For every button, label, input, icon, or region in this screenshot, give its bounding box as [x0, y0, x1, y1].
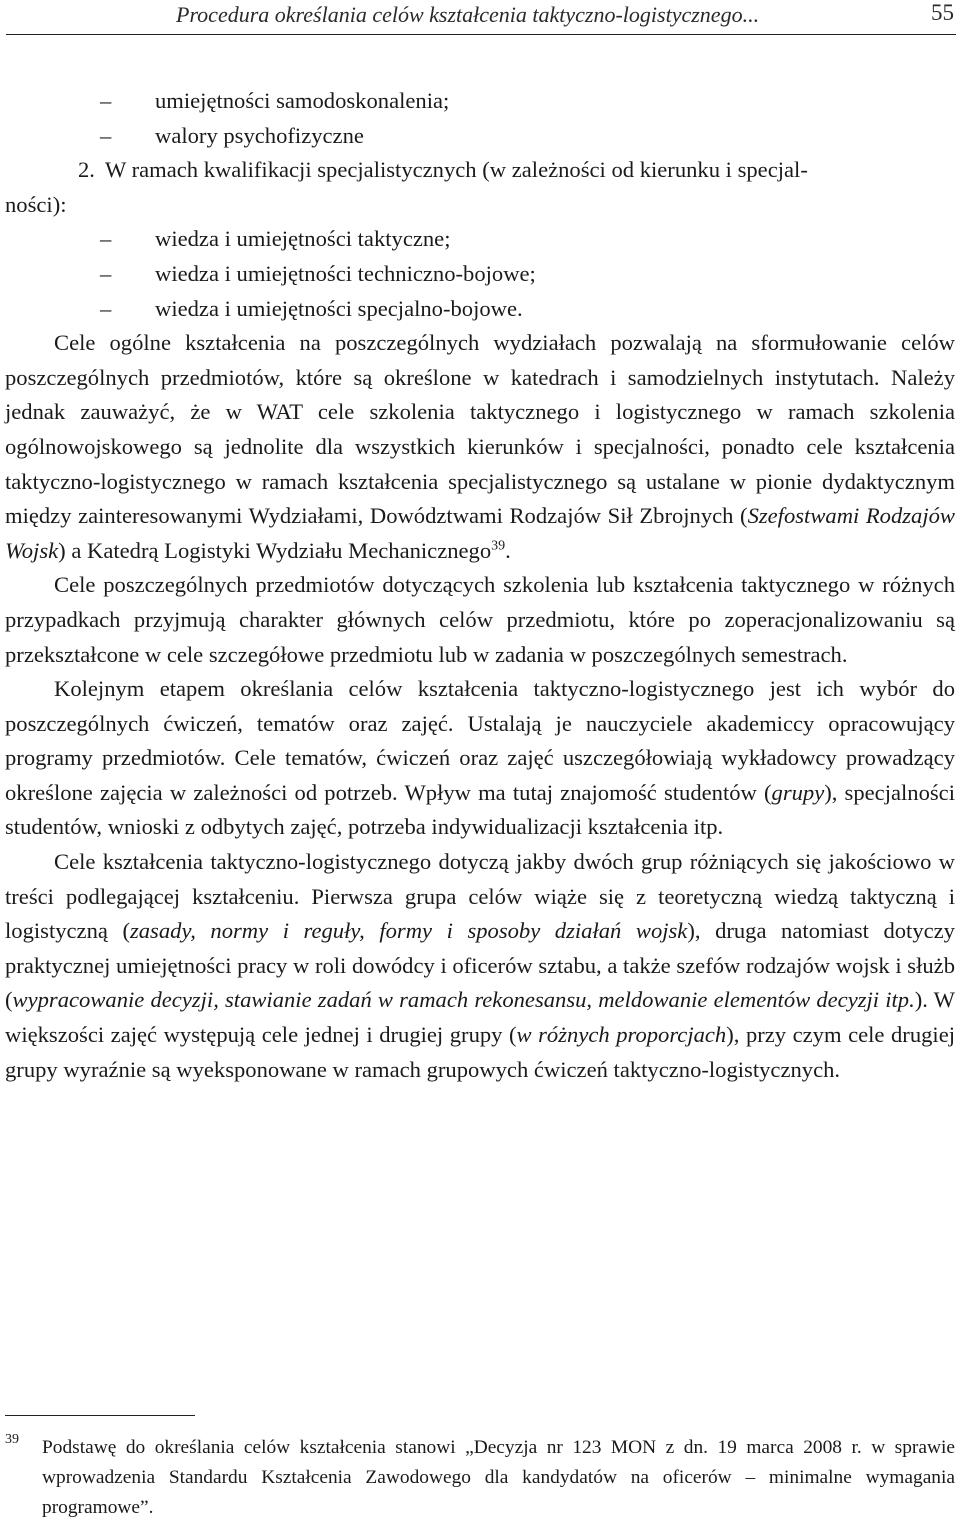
paragraph-text: ), druga natomiast dotyczy praktycznej umiejętności pracy w roli dowódcy i oficerów sztabu, a także szefów rodzajów wojsk i służb ( — [5, 918, 955, 1013]
italic-phrase: Szefostwami Rodzajów Wojsk — [5, 503, 955, 563]
paragraph-text: ). W większości zajęć występują cele jednej i drugiej grupy ( — [5, 987, 955, 1048]
dash-bullet: – — [100, 260, 112, 286]
list-item-text: walory psychofizyczne — [155, 122, 364, 148]
page-number: 55 — [931, 0, 954, 25]
italic-phrase: wypracowanie decyzji, stawianie zadań w ramach rekonesansu, meldowanie elementów decyzji itp. — [12, 987, 915, 1013]
dash-bullet: – — [100, 88, 112, 113]
italic-phrase: grupy — [771, 779, 825, 805]
dash-bullet: – — [100, 295, 112, 321]
item-text-line1: W ramach kwalifikacji specjalistycznych (w zależności od kierunku i specjal- — [105, 157, 808, 183]
footnote-mark: 39 — [5, 1432, 19, 1447]
list-item — [5, 84, 955, 119]
numbered-item — [5, 153, 955, 188]
footnote-text: Podstawę do określania celów kształcenia stanowi „Decyzja nr 123 MON z dn. 19 marca 2008 r. w sprawie wprowadzenia Standardu Kształcenia Zawodowego dla kandydatów na oficerów – minimalne wymagania programowe”. — [42, 1437, 955, 1518]
list-continued — [5, 84, 955, 153]
list-item-text: wiedza i umiejętności specjalno-bojowe. — [155, 295, 523, 321]
paragraph-4 — [5, 845, 955, 1087]
paragraph-text: ) a Katedrą Logistyki Wydziału Mechanicznego — [58, 537, 492, 563]
list-item — [5, 257, 955, 292]
paragraph-2: Cele poszczególnych przedmiotów dotyczących szkolenia lub kształcenia taktycznego w różnych przypadkach przyjmują charakter głównych celów przedmiotu, które po zoperacjonalizowaniu są przekształcone w cele szczegółowe przedmiotu lub w zadania w poszczególnych semestrach. — [5, 572, 955, 667]
paragraph-3 — [5, 672, 955, 845]
list-item — [5, 222, 955, 257]
dash-bullet: – — [100, 122, 112, 148]
paragraph-text: . — [505, 537, 511, 563]
list-item-text: wiedza i umiejętności taktyczne; — [155, 226, 451, 252]
running-title: Procedura określania celów kształcenia taktyczno-logistycznego... — [176, 2, 760, 27]
footnote-reference[interactable]: 39 — [491, 538, 506, 554]
footnote-divider — [5, 1415, 195, 1416]
list-item — [5, 292, 955, 327]
paragraph-text: ), specjalności studentów, wnioski z odbytych zajęć, potrzeba indywidualizacji kształcenia itp. — [5, 779, 955, 840]
paragraph-text: Cele kształcenia taktyczno-logistycznego dotyczą jakby dwóch grup różniących się jakościowo w treści podlegającej kształceniu. Pierwsza grupa celów wiąże się z teoretyczną wiedzą taktyczną i logistyczną ( — [5, 849, 955, 944]
italic-phrase: w różnych proporcjach — [516, 1022, 727, 1048]
paragraph-text: ), przy czym cele drugiej grupy wyraźnie są wyeksponowane w ramach grupowych ćwiczeń taktyczno-logistycznych. — [5, 1022, 955, 1082]
footnote — [5, 1433, 955, 1523]
list-item — [5, 119, 955, 154]
item-number: 2. — [78, 157, 95, 183]
italic-phrase: zasady, normy i reguły, formy i sposoby działań wojsk — [129, 918, 688, 944]
running-header — [6, 0, 956, 35]
item-text-line2: ności): — [5, 191, 67, 217]
paragraph-1 — [5, 326, 955, 568]
dash-bullet: – — [100, 226, 112, 252]
list-item-text: wiedza i umiejętności techniczno-bojowe; — [155, 260, 536, 286]
list-item-text: umiejętności samodoskonalenia; — [155, 88, 450, 113]
list-specialist — [5, 222, 955, 326]
paragraph-text: Kolejnym etapem określania celów kształcenia taktyczno-logistycznego jest ich wybór do poszczególnych ćwiczeń, tematów oraz zajęć. Ustalają je nauczyciele akademiccy opracowujący programy przedmiotów. Cele tematów, ćwiczeń oraz zajęć uszczegółowiają wykładowcy prowadzący określone zajęcia w zależności od potrzeb. Wpływ ma tutaj znajomość studentów ( — [5, 676, 955, 805]
main-text — [5, 84, 955, 1087]
paragraph-text: Cele ogólne kształcenia na poszczególnych wydziałach pozwalają na sformułowanie celów poszczególnych przedmiotów, które są określone w katedrach i samodzielnych instytutach. Należy jednak zauważyć, że w WAT cele szkolenia taktycznego i logistycznego w ramach szkolenia ogólnowojskowego są jednolite dla wszystkich kierunków i specjalności, ponadto cele kształcenia taktyczno-logistycznego w ramach kształcenia specjalistycznego są ustalane w pionie dydaktycznym między zainteresowanymi Wydziałami, Dowództwami Rodzajów Sił Zbrojnych ( — [5, 330, 955, 529]
